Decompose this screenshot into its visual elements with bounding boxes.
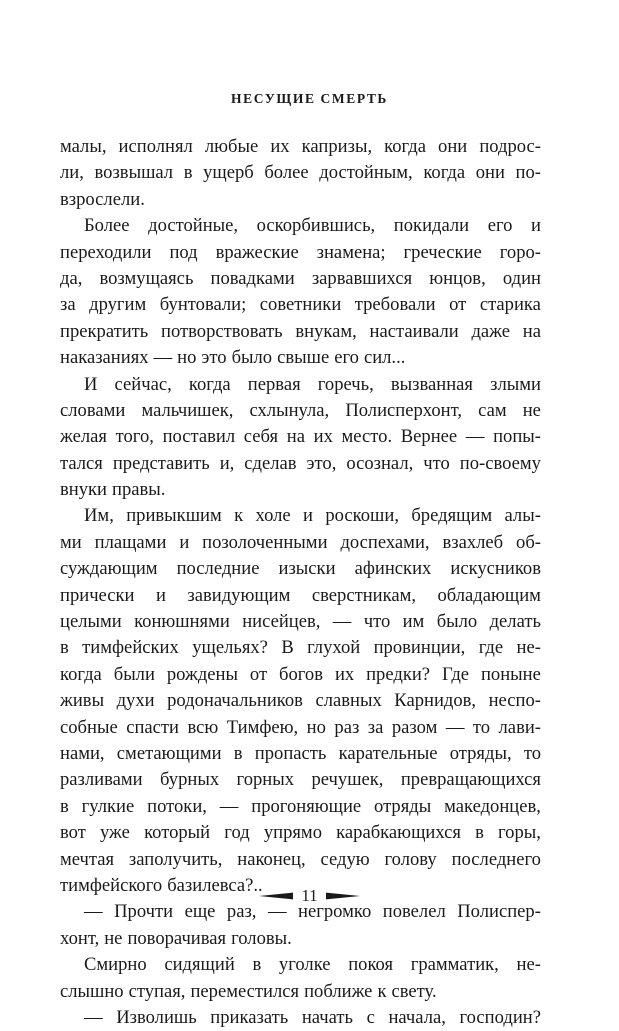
- text-line: взрослели.: [60, 188, 145, 210]
- text-line: словами мальчишек, схлынула, Полисперхонт, сам не: [60, 399, 541, 421]
- text-line: суждающим последние изыски афинских искусников: [60, 558, 541, 580]
- text-line: Смирно сидящий в уголке покоя грамматик, не-: [84, 954, 541, 976]
- text-line: мечтая заполучить, наконец, седую голову последнего: [60, 848, 541, 870]
- text-line: хонт, не поворачивая головы.: [60, 927, 292, 949]
- text-line: наказаниях — но это было свыше его сил...: [60, 347, 406, 369]
- text-line: переходили под вражеские знамена; греческие горо-: [60, 241, 541, 263]
- text-line: когда были рождены от богов их предки? Где поныне: [60, 663, 541, 685]
- text-line: внуки правы.: [60, 479, 166, 501]
- text-line: малы, исполнял любые их капризы, когда они подрос-: [60, 136, 541, 157]
- text-line: — Прочти еще раз, — негромко повелел Полиспер-: [84, 901, 541, 923]
- text-line: ми плащами и позолоченными доспехами, взахлеб об-: [60, 531, 541, 553]
- page-folio: [0, 886, 619, 906]
- text-line: желая того, поставил себя на их место. Вернее — попы-: [60, 426, 541, 448]
- left-ornament-icon: [259, 891, 293, 901]
- text-line: прекратить потворствовать внукам, настаивали даже на: [60, 320, 541, 342]
- text-line: тался представить и, сделав это, осознал, что по-своему: [60, 452, 541, 474]
- text-line: живы духи родоначальников славных Карнидов, неспо-: [60, 690, 541, 712]
- text-line: собные спасти всю Тимфею, но раз за разом — то лави-: [60, 716, 541, 738]
- text-line: тимфейского базилевса?..: [60, 874, 263, 896]
- text-line: целыми конюшнями нисейцев, — что им было делать: [60, 611, 541, 633]
- text-line: Более достойные, оскорбившись, покидали его и: [84, 215, 541, 237]
- text-line: слышно ступая, переместился поближе к свету.: [60, 980, 437, 1002]
- text-line: да, возмущаясь повадками зарвавшихся юнцов, один: [60, 267, 541, 289]
- text-line: ли, возвышал в ущерб более достойным, когда они по-: [60, 162, 541, 184]
- text-line: Им, привыкшим к холе и роскоши, бредящим алы-: [84, 505, 541, 527]
- running-title: НЕСУЩИЕ СМЕРТЬ: [231, 91, 388, 106]
- text-line: нами, сметающими в пропасть карательные отряды, то: [60, 742, 541, 764]
- text-line: в тимфейских ущельях? В глухой провинции, где не-: [60, 637, 541, 659]
- text-line: в гулкие потоки, — прогоняющие отряды македонцев,: [60, 795, 541, 817]
- text-line: за другим бунтовали; советники требовали от старика: [60, 294, 541, 316]
- text-line: вот уже который год упрямо карабкающихся в горы,: [60, 822, 541, 844]
- right-ornament-icon: [326, 891, 360, 901]
- text-line: прически и завидующим сверстникам, обладающим: [60, 584, 541, 606]
- page-number: 11: [301, 886, 318, 905]
- text-line: разливами бурных горных речушек, превращающихся: [60, 769, 541, 791]
- text-line: — Изволишь приказать начать с начала, господин?: [84, 1006, 541, 1028]
- text-line: И сейчас, когда первая горечь, вызванная злыми: [84, 373, 541, 395]
